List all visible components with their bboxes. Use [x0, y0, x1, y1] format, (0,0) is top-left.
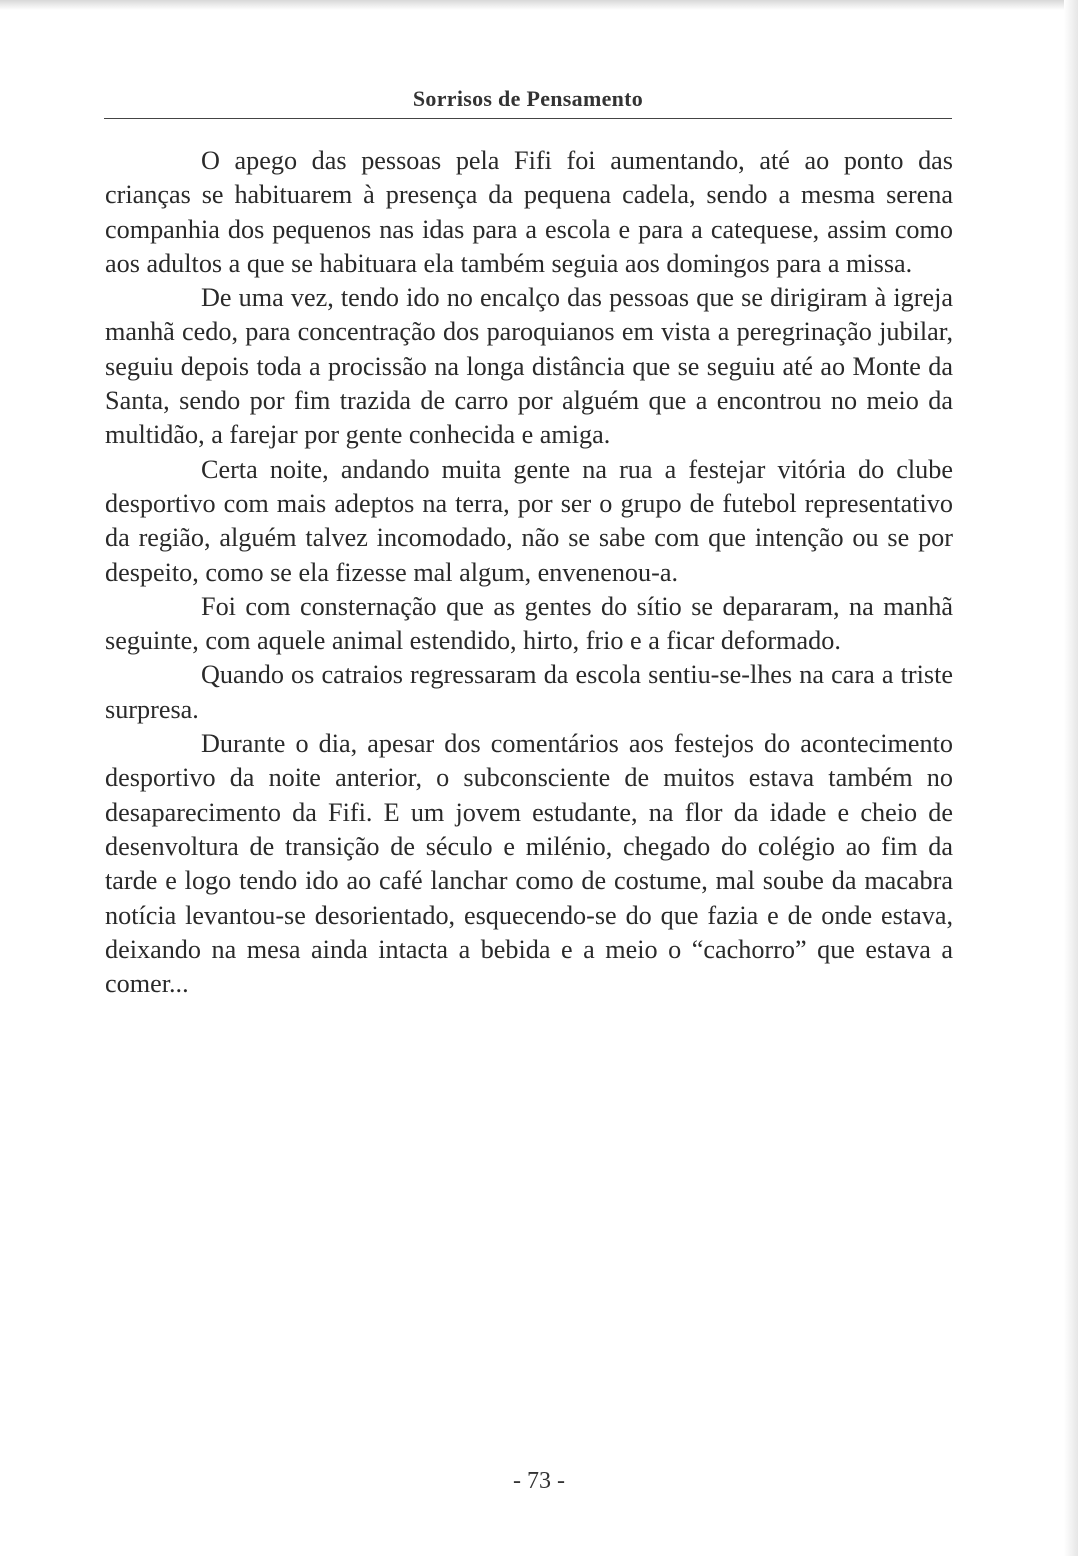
- paragraph: O apego das pessoas pela Fifi foi aumentando, até ao ponto das crianças se habituarem à presença da pequena cadela, sendo a mesma serena companhia dos pequenos nas idas para a escola e para a catequese, assim como aos adultos a que se habituara ela também seguia aos domingos para a missa.: [105, 146, 953, 278]
- header-rule: [104, 118, 952, 119]
- paragraph: Foi com consternação que as gentes do sítio se depararam, na manhã seguinte, com aquele animal estendido, hirto, frio e a ficar deformado.: [105, 591, 953, 656]
- paragraph: Quando os catraios regressaram da escola sentiu-se-lhes na cara a triste surpresa.: [105, 660, 953, 724]
- paragraph: Certa noite, andando muita gente na rua a festejar vitória do clube desportivo com mais adeptos na terra, por ser o grupo de futebol representativo da região, alguém talvez incomodado, não se sabe com que intenção ou se por despeito, como se ela fizesse mal algum, envenenou-a.: [105, 454, 953, 587]
- scan-shadow-right: [1064, 0, 1078, 1556]
- running-header: Sorrisos de Pensamento: [412, 86, 644, 111]
- scan-shadow-top: [0, 0, 1078, 10]
- paragraph: Durante o dia, apesar dos comentários aos festejos do acontecimento desportivo da noite anterior, o subconsciente de muitos estava também no desaparecimento da Fifi. E um jovem estudante, na flor da idade e cheio de desenvoltura de transição de século e milénio, chegado do colégio ao fim da tarde e logo tendo ido ao café lanchar como de costume, mal soube da macabra notícia levantou-se desorientado, esquecendo-se do que fazia e de onde estava, deixando na mesa ainda intacta a bebida e a meio o “cachorro” que estava a comer...: [105, 729, 953, 999]
- body-text: [105, 144, 953, 1001]
- paragraph: De uma vez, tendo ido no encalço das pessoas que se dirigiram à igreja manhã cedo, para concentração dos paroquianos em vista a peregrinação jubilar, seguiu depois toda a procissão na longa distância que se seguiu até ao Monte da Santa, sendo por fim trazida de carro por alguém que a encontrou no meio da multidão, a farejar por gente conhecida e amiga.: [105, 283, 953, 450]
- page-number: - 73 -: [513, 1468, 565, 1494]
